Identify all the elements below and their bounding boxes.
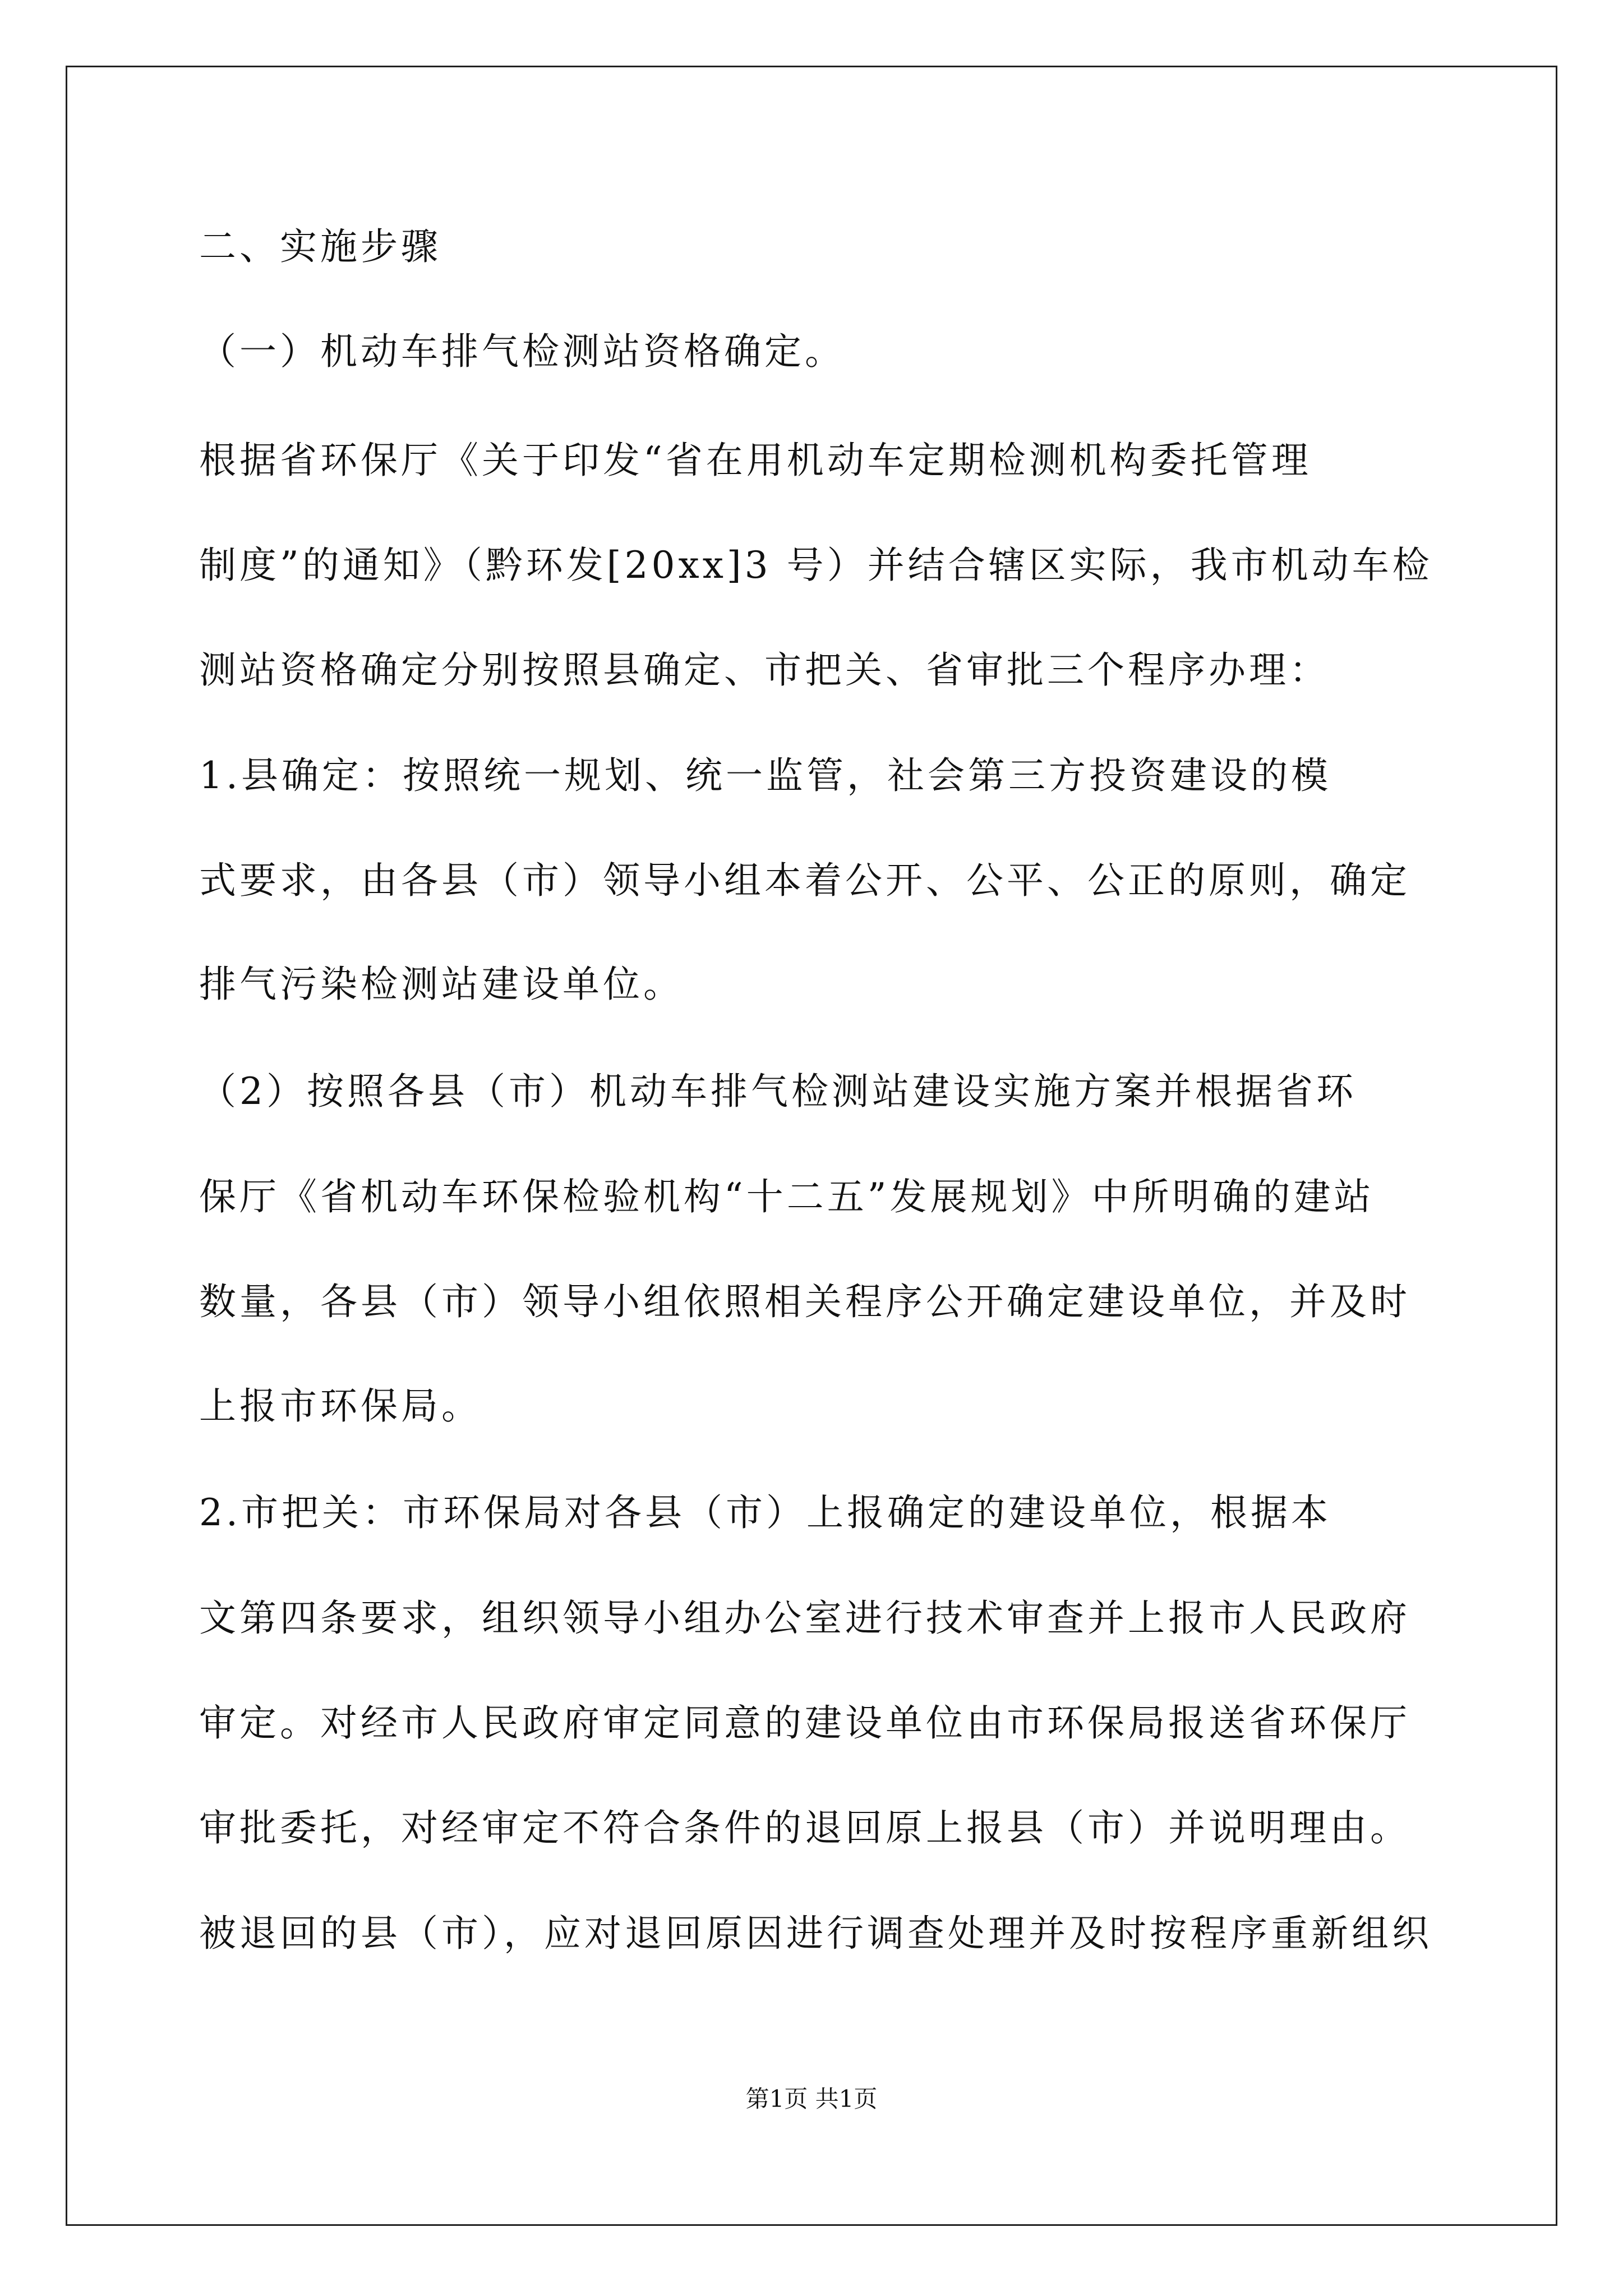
paragraph-line: 审批委托，对经审定不符合条件的退回原上报县（市）并说明理由。 [199,1806,1410,1849]
heading-implementation-steps: 二、实施步骤 [199,225,441,268]
paragraph-line: 文第四条要求，组织领导小组办公室进行技术审查并上报市人民政府 [199,1596,1410,1640]
paragraph-line: 保厅《省机动车环保检验机构“十二五”发展规划》中所明确的建站 [199,1175,1375,1218]
paragraph-line: 审定。对经市人民政府审定同意的建设单位由市环保局报送省环保厅 [199,1701,1410,1745]
paragraph-line: 根据省环保厅《关于印发“省在用机动车定期检测机构委托管理 [199,439,1312,482]
paragraph-line: 被退回的县（市），应对退回原因进行调查处理并及时按程序重新组织 [199,1912,1432,1955]
paragraph-line: 测站资格确定分别按照县确定、市把关、省审批三个程序办理： [199,648,1330,692]
paragraph-line: （2）按照各县（市）机动车排气检测站建设实施方案并根据省环 [199,1070,1357,1113]
subheading-qualification: （一）机动车排气检测站资格确定。 [199,330,845,373]
page-border [66,66,1557,2226]
paragraph-line: 上报市环保局。 [199,1384,482,1428]
paragraph-line: 式要求，由各县（市）领导小组本着公开、公平、公正的原则，确定 [199,859,1410,902]
paragraph-line: 制度”的通知》（黔环发[20xx]3 号）并结合辖区实际，我市机动车检 [199,544,1433,587]
paragraph-line: 排气污染检测站建设单位。 [199,963,684,1006]
paragraph-line: 1.县确定：按照统一规划、统一监管，社会第三方投资建设的模 [199,754,1331,797]
paragraph-line: 数量，各县（市）领导小组依照相关程序公开确定建设单位，并及时 [199,1280,1410,1323]
page-footer: 第1页 共1页 [745,2085,878,2113]
paragraph-line: 2.市把关：市环保局对各县（市）上报确定的建设单位，根据本 [199,1491,1331,1534]
